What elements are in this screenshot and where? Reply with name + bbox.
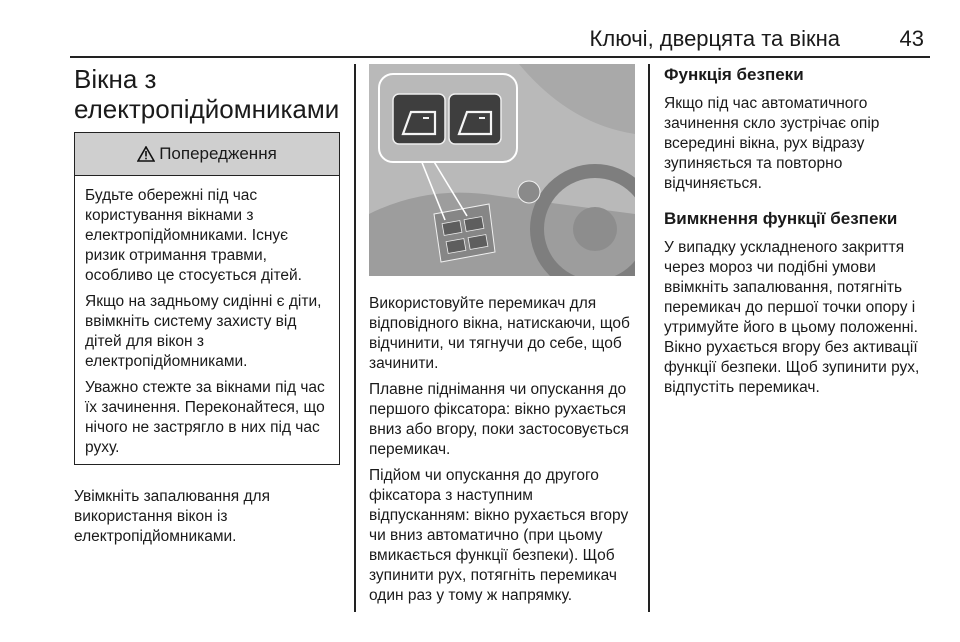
column-divider-1: [354, 64, 356, 612]
disable-safety-text: У випадку ускладненого закриття через мороз чи подібні умови ввімкніть запалювання, потягніть перемикач до першої точки опору і утримуйте його в цьому положенні. Вікно рухається вгору без активації функції безпеки. Щоб зупинити рух, відпустіть перемикач.: [664, 239, 920, 396]
safety-function-text: Якщо під час автоматичного зачинення скло зустрічає опір всередині вікна, рух відразу зупиняється та повторно відчиняється.: [664, 95, 880, 192]
column-divider-2: [648, 64, 650, 612]
col2-paragraph: Підйом чи опускання до другого фіксатора з наступним відпусканням: вікно рухається вгору чи вниз автоматично (при цьому вмикається функції безпеки). Щоб зупинити рух, потягніть перемикач один раз у тому ж напрямку.: [369, 467, 629, 604]
warning-title: Попередження: [159, 144, 277, 163]
section-title: Вікна з електропідйомниками: [74, 64, 340, 124]
disable-safety-title: Вимкнення функції безпеки: [664, 209, 898, 228]
col2-paragraph: Плавне піднімання чи опускання до першого фіксатора: вікно рухається вниз або вгору, поки застосовується перемикач.: [369, 381, 629, 458]
safety-function-title: Функція безпеки: [664, 65, 804, 84]
warning-header: [75, 133, 339, 176]
column-right: [664, 64, 934, 404]
warning-body: [75, 176, 339, 464]
page-number: 43: [899, 26, 924, 51]
header-title: Ключі, дверцята та вікна: [589, 26, 840, 51]
warning-triangle-icon: [137, 146, 155, 162]
warning-paragraph: Уважно стежте за вікнами під час їх зачинення. Переконайтеся, що нічого не застрягло в них під час руху.: [85, 379, 325, 456]
warning-paragraph: Якщо на задньому сидінні є діти, ввімкніть систему захисту від дітей для вікон з електропідйомниками.: [85, 293, 322, 370]
column-middle: [369, 64, 635, 612]
col2-paragraph: Використовуйте перемикач для відповідного вікна, натискаючи, щоб відчинити, чи тягнучи до себе, щоб зачинити.: [369, 295, 630, 372]
header-rule: [70, 56, 930, 58]
column-left: [74, 64, 340, 553]
illustration-drawing: [369, 64, 635, 276]
window-switch-illustration: [369, 64, 635, 276]
warning-box: [74, 132, 340, 465]
page-header: [70, 0, 930, 54]
ignition-paragraph: Увімкніть запалювання для використання вікон із електропідйомниками.: [74, 488, 270, 545]
warning-paragraph: Будьте обережні під час користування вікнами з електропідйомниками. Існує ризик отримання травми, особливо це стосується дітей.: [85, 187, 302, 284]
